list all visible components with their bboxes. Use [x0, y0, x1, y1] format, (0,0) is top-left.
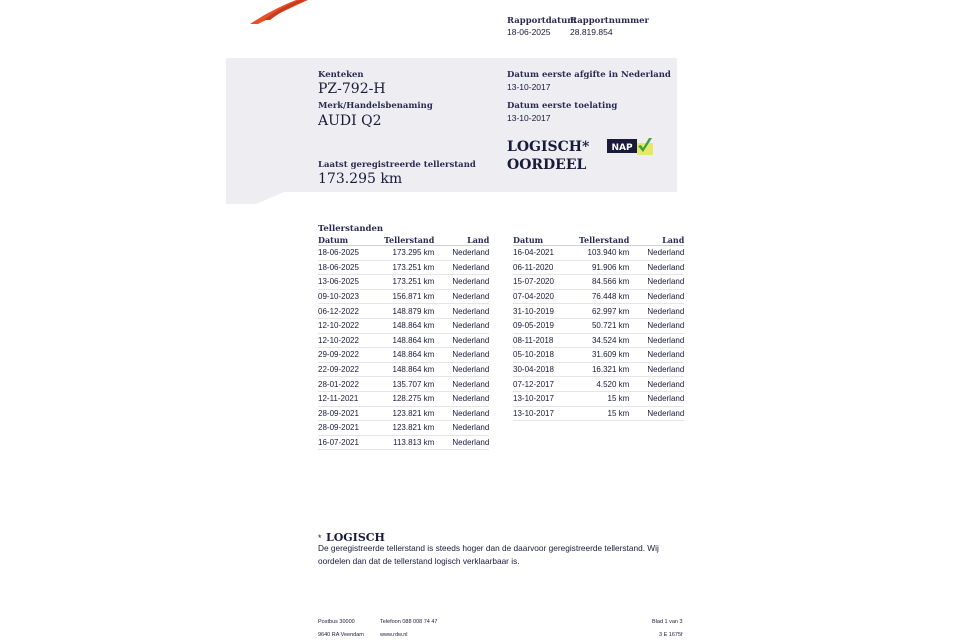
table-row [513, 391, 684, 406]
row-land: Nederland [434, 275, 489, 290]
row-tellerstand: 84.566 km [579, 275, 629, 290]
afgifte-label: Datum eerste afgifte in Nederland [507, 70, 671, 80]
col-land: Land [629, 235, 684, 246]
row-datum: 28-09-2021 [318, 421, 384, 436]
row-datum: 08-11-2018 [513, 333, 579, 348]
footer-postbus: Postbus 30000 [318, 619, 355, 625]
toelating-label: Datum eerste toelating [507, 101, 618, 111]
col-tellerstand: Tellerstand [384, 235, 435, 245]
table-row [513, 406, 684, 421]
afgifte-value: 13-10-2017 [507, 82, 551, 92]
col-tellerstand: Tellerstand [579, 235, 630, 245]
row-tellerstand: 34.524 km [579, 333, 629, 348]
row-land: Nederland [434, 260, 489, 275]
table-row [513, 260, 684, 275]
row-land: Nederland [434, 348, 489, 363]
table-row [318, 348, 489, 363]
row-datum: 12-10-2022 [318, 318, 384, 333]
tellerstanden-table-right [513, 235, 684, 421]
row-land: Nederland [434, 304, 489, 319]
row-land: Nederland [434, 406, 489, 421]
rapportdatum-label: Rapportdatum [507, 16, 577, 26]
row-land: Nederland [434, 318, 489, 333]
row-land: Nederland [434, 377, 489, 392]
table-row [513, 289, 684, 304]
footnote-title: LOGISCH [325, 531, 385, 544]
row-datum: 12-10-2022 [318, 333, 384, 348]
row-tellerstand: 156.871 km [384, 289, 434, 304]
row-datum: 12-11-2021 [318, 391, 384, 406]
row-tellerstand: 123.821 km [384, 406, 434, 421]
table-row [318, 362, 489, 377]
row-datum: 22-09-2022 [318, 362, 384, 377]
col-datum: Datum [318, 235, 384, 246]
row-tellerstand: 173.251 km [384, 275, 434, 290]
merk-value: AUDI Q2 [318, 113, 382, 129]
table-row [513, 318, 684, 333]
tellerstanden-table-left [318, 235, 489, 450]
row-datum: 05-10-2018 [513, 348, 579, 363]
table-row [318, 246, 489, 261]
row-tellerstand: 135.707 km [384, 377, 434, 392]
table-row [318, 406, 489, 421]
footer-code: 3 E 1675f [659, 632, 683, 638]
row-land: Nederland [434, 435, 489, 450]
row-land: Nederland [629, 246, 684, 261]
row-datum: 16-07-2021 [318, 435, 384, 450]
row-land: Nederland [629, 406, 684, 421]
nap-logo-text: NAP [611, 143, 633, 153]
row-land: Nederland [629, 260, 684, 275]
table-row [318, 421, 489, 436]
footer-website[interactable]: www.rdw.nl [380, 632, 408, 638]
row-datum: 28-01-2022 [318, 377, 384, 392]
row-tellerstand: 16.321 km [579, 362, 629, 377]
row-tellerstand: 91.906 km [579, 260, 629, 275]
row-datum: 13-10-2017 [513, 391, 579, 406]
row-land: Nederland [434, 333, 489, 348]
row-tellerstand: 31.609 km [579, 348, 629, 363]
row-datum: 13-10-2017 [513, 406, 579, 421]
footer-telefoon: Telefoon 088 008 74 47 [380, 619, 438, 625]
table-row [318, 275, 489, 290]
row-datum: 07-12-2017 [513, 377, 579, 392]
nap-logo-icon [607, 137, 653, 156]
row-tellerstand: 173.295 km [384, 246, 434, 261]
row-tellerstand: 148.864 km [384, 362, 434, 377]
row-tellerstand: 148.864 km [384, 318, 434, 333]
row-datum: 09-05-2019 [513, 318, 579, 333]
toelating-value: 13-10-2017 [507, 113, 551, 123]
row-tellerstand: 148.864 km [384, 333, 434, 348]
tellerstanden-title: Tellerstanden [318, 224, 384, 234]
row-tellerstand: 113.813 km [384, 435, 434, 450]
table-row [318, 318, 489, 333]
footer-page-number: Blad 1 van 3 [652, 619, 683, 625]
row-land: Nederland [629, 318, 684, 333]
oordeel-line1: LOGISCH* [507, 139, 590, 155]
row-land: Nederland [434, 362, 489, 377]
table-row [318, 289, 489, 304]
row-land: Nederland [434, 246, 489, 261]
row-datum: 06-11-2020 [513, 260, 579, 275]
row-land: Nederland [629, 275, 684, 290]
oordeel-line2: OORDEEL [507, 157, 587, 173]
row-tellerstand: 4.520 km [579, 377, 629, 392]
table-row [513, 304, 684, 319]
row-tellerstand: 103.940 km [579, 246, 629, 261]
row-land: Nederland [629, 304, 684, 319]
row-land: Nederland [629, 348, 684, 363]
stand-value: 173.295 km [318, 171, 403, 187]
footer-city: 9640 RA Veendam [318, 632, 364, 638]
row-datum: 30-04-2018 [513, 362, 579, 377]
table-row [513, 362, 684, 377]
row-datum: 18-06-2025 [318, 246, 384, 261]
row-tellerstand: 128.275 km [384, 391, 434, 406]
row-tellerstand: 50.721 km [579, 318, 629, 333]
col-land: Land [434, 235, 489, 246]
row-land: Nederland [629, 391, 684, 406]
table-row [318, 304, 489, 319]
row-datum: 06-12-2022 [318, 304, 384, 319]
kenteken-value: PZ-792-H [318, 81, 386, 97]
row-datum: 09-10-2023 [318, 289, 384, 304]
table-row [513, 348, 684, 363]
kenteken-label: Kenteken [318, 70, 364, 80]
row-datum: 28-09-2021 [318, 406, 384, 421]
row-tellerstand: 148.879 km [384, 304, 434, 319]
table-row [318, 260, 489, 275]
footnote-text: De geregistreerde tellerstand is steeds hoger dan de daarvoor geregistreerde tellerstand. Wij oordelen dan dat de tellerstand logisch verklaarbaar is. [318, 543, 659, 566]
row-tellerstand: 15 km [579, 391, 629, 406]
row-datum: 15-07-2020 [513, 275, 579, 290]
panel-tab-shape [226, 191, 296, 205]
row-land: Nederland [434, 391, 489, 406]
row-land: Nederland [629, 377, 684, 392]
row-datum: 16-04-2021 [513, 246, 579, 261]
col-datum: Datum [513, 235, 579, 246]
row-datum: 13-06-2025 [318, 275, 384, 290]
table-row [318, 377, 489, 392]
table-row [513, 246, 684, 261]
row-tellerstand: 62.997 km [579, 304, 629, 319]
rdw-logo-swoosh [248, 0, 318, 26]
rapportnummer-label: Rapportnummer [570, 16, 649, 26]
row-land: Nederland [434, 289, 489, 304]
table-row [318, 435, 489, 450]
merk-label: Merk/Handelsbenaming [318, 101, 433, 111]
row-datum: 18-06-2025 [318, 260, 384, 275]
row-land: Nederland [629, 289, 684, 304]
row-datum: 31-10-2019 [513, 304, 579, 319]
row-datum: 07-04-2020 [513, 289, 579, 304]
row-land: Nederland [629, 333, 684, 348]
row-tellerstand: 123.821 km [384, 421, 434, 436]
table-row [513, 377, 684, 392]
row-tellerstand: 173.251 km [384, 260, 434, 275]
rapportdatum-value: 18-06-2025 [507, 27, 551, 37]
table-row [318, 391, 489, 406]
table-row [513, 275, 684, 290]
row-land: Nederland [629, 362, 684, 377]
stand-label: Laatst geregistreerde tellerstand [318, 160, 476, 170]
rapportnummer-value: 28.819.854 [570, 27, 613, 37]
row-tellerstand: 148.864 km [384, 348, 434, 363]
footnote-star: * [318, 533, 322, 543]
table-row [513, 333, 684, 348]
row-tellerstand: 76.448 km [579, 289, 629, 304]
row-tellerstand: 15 km [579, 406, 629, 421]
table-row [318, 333, 489, 348]
row-land: Nederland [434, 421, 489, 436]
row-datum: 29-09-2022 [318, 348, 384, 363]
